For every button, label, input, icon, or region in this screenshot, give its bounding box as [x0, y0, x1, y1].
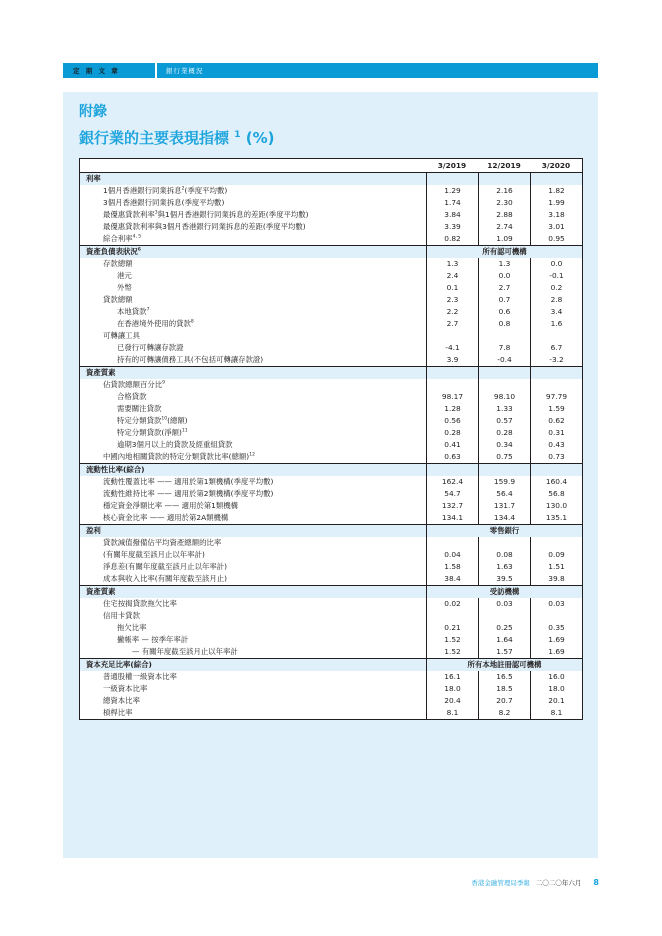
section-row [80, 658, 582, 671]
label-text: 中國內地相關貸款的特定分類貸款比率(總額) [103, 452, 250, 461]
value-cell: 0.56 [426, 415, 478, 427]
value-cell: 20.1 [530, 695, 582, 707]
label-text: 資產負債表狀況 [86, 247, 138, 256]
value-cell [426, 610, 478, 622]
label-text: 3個月香港銀行同業拆息(季度平均數) [103, 198, 225, 207]
table-row [80, 488, 582, 500]
value-cell: 39.5 [478, 573, 530, 585]
label-text: 普通股權一級資本比率 [103, 672, 177, 681]
table-header [80, 159, 582, 173]
row-label [80, 185, 426, 197]
title-footnote: 1 [234, 130, 241, 140]
group-header: 零售銀行 [426, 525, 582, 537]
table-row [80, 500, 582, 512]
value-cell [478, 610, 530, 622]
label-text: 資本充足比率(綜合) [86, 660, 152, 669]
value-cell: 7.8 [478, 342, 530, 354]
value-cell: 0.2 [530, 282, 582, 294]
section-row [80, 245, 582, 258]
label-text: 信用卡貸款 [103, 611, 140, 620]
label-text: 在香港境外使用的貸款 [117, 319, 191, 328]
value-cell: 131.7 [478, 500, 530, 512]
value-cell: 134.4 [478, 512, 530, 524]
footnote-ref: 11 [181, 428, 188, 434]
value-cell: 0.73 [530, 451, 582, 463]
value-cell: 38.4 [426, 573, 478, 585]
value-cell: 159.9 [478, 476, 530, 488]
value-cell: 1.69 [530, 646, 582, 658]
value-cell: 6.7 [530, 342, 582, 354]
footnote-ref: 9 [162, 380, 166, 386]
label-text: 佔貸款總額百分比 [103, 380, 163, 389]
section-label [80, 659, 426, 671]
value-cell: 98.10 [478, 391, 530, 403]
issue-date: 二〇二〇年六月 [535, 879, 582, 887]
table-row [80, 415, 582, 427]
table-row [80, 573, 582, 585]
value-cell: 1.59 [530, 403, 582, 415]
table-row [80, 622, 582, 634]
table-row [80, 549, 582, 561]
footnote-ref: 2 [181, 186, 185, 192]
label-text: (有關年度截至該月止以年率計) [103, 550, 205, 559]
table-row [80, 294, 582, 306]
table-row [80, 209, 582, 221]
row-label [80, 209, 426, 221]
label-text: 可轉讓工具 [103, 331, 140, 340]
value-cell: 16.1 [426, 671, 478, 683]
row-label [80, 537, 426, 549]
row-label [80, 451, 426, 463]
section-label [80, 246, 426, 258]
value-cell: 0.34 [478, 439, 530, 451]
value-cell: 54.7 [426, 488, 478, 500]
label-text: 住宅按揭貸款拖欠比率 [103, 599, 177, 608]
value-cell: -0.1 [530, 270, 582, 282]
title-unit: (%) [245, 129, 275, 147]
row-label [80, 354, 426, 366]
col-header: 12/2019 [487, 161, 521, 170]
value-cell: 18.0 [530, 683, 582, 695]
value-cell: 135.1 [530, 512, 582, 524]
row-label [80, 294, 426, 306]
value-cell [478, 367, 530, 379]
table-row [80, 610, 582, 622]
value-cell [426, 367, 478, 379]
value-cell [478, 330, 530, 342]
value-cell: 0.57 [478, 415, 530, 427]
section-row [80, 524, 582, 537]
table-row [80, 671, 582, 683]
footnote-ref: 3 [154, 210, 158, 216]
table-row [80, 451, 582, 463]
label-text: 槓桿比率 [103, 708, 133, 717]
label-text: 流動性覆蓋比率 —— 適用於第1類機構(季度平均數) [103, 477, 274, 486]
page-footer [471, 878, 599, 887]
value-cell: 0.25 [478, 622, 530, 634]
value-cell: 0.03 [478, 598, 530, 610]
row-label [80, 549, 426, 561]
label-tail: (季度平均數) [184, 186, 228, 195]
table-row [80, 427, 582, 439]
label-text: 逾期3個月以上的貸款及經重組貸款 [117, 440, 233, 449]
value-cell: 1.52 [426, 634, 478, 646]
value-cell [530, 379, 582, 391]
row-label [80, 683, 426, 695]
row-label [80, 258, 426, 270]
value-cell [530, 330, 582, 342]
value-cell: 39.8 [530, 573, 582, 585]
table-row [80, 634, 582, 646]
label-text: 拖欠比率 [117, 623, 147, 632]
row-label [80, 270, 426, 282]
footnote-ref: 10 [161, 416, 168, 422]
value-cell: 0.1 [426, 282, 478, 294]
row-label [80, 427, 426, 439]
value-cell [426, 330, 478, 342]
col-header: 3/2020 [541, 161, 571, 170]
label-text: 穩定資金淨額比率 —— 適用於第1類機構 [103, 501, 239, 510]
section-row [80, 463, 582, 476]
row-label [80, 707, 426, 719]
footnote-ref: 4, 5 [132, 234, 142, 240]
label-tail: 與1個月香港銀行同業拆息的差距(季度平均數) [157, 210, 309, 219]
table-row [80, 683, 582, 695]
label-text: 特定分類貸款 [117, 416, 162, 425]
label-text: 成本與收入比率(有關年度截至該月止) [103, 574, 228, 583]
row-label [80, 415, 426, 427]
value-cell: 1.74 [426, 197, 478, 209]
value-cell: 1.29 [426, 185, 478, 197]
value-cell: 0.0 [478, 270, 530, 282]
row-label [80, 306, 426, 318]
table-row [80, 439, 582, 451]
value-cell: 2.8 [530, 294, 582, 306]
value-cell: 160.4 [530, 476, 582, 488]
value-cell: 3.18 [530, 209, 582, 221]
table-row [80, 318, 582, 330]
value-cell: 3.01 [530, 221, 582, 233]
value-cell [426, 173, 478, 185]
value-cell: 18.5 [478, 683, 530, 695]
page-number: 8 [593, 878, 599, 887]
row-label [80, 500, 426, 512]
page-title [79, 127, 275, 148]
value-cell: 2.2 [426, 306, 478, 318]
value-cell: 2.30 [478, 197, 530, 209]
value-cell: 0.8 [478, 318, 530, 330]
value-cell: 3.84 [426, 209, 478, 221]
value-cell: 0.02 [426, 598, 478, 610]
header-bar [63, 63, 598, 78]
value-cell [530, 173, 582, 185]
value-cell: 1.99 [530, 197, 582, 209]
value-cell: 20.4 [426, 695, 478, 707]
value-cell: 0.82 [426, 233, 478, 245]
value-cell: 2.4 [426, 270, 478, 282]
value-cell: 1.63 [478, 561, 530, 573]
value-cell [530, 610, 582, 622]
label-text: 利率 [86, 174, 101, 183]
label-text: 資產質素 [86, 587, 116, 596]
row-label [80, 233, 426, 245]
value-cell [478, 173, 530, 185]
label-text: 本地貸款 [117, 307, 147, 316]
table-row [80, 476, 582, 488]
value-cell: 1.3 [478, 258, 530, 270]
value-cell: 134.1 [426, 512, 478, 524]
value-cell: 1.82 [530, 185, 582, 197]
value-cell: 0.95 [530, 233, 582, 245]
row-label [80, 318, 426, 330]
value-cell: 2.74 [478, 221, 530, 233]
label-text: — 有關年度截至該月止以年率計 [132, 647, 238, 656]
value-cell: -0.4 [478, 354, 530, 366]
group-header: 受訪機構 [426, 586, 582, 598]
row-label [80, 403, 426, 415]
footnote-ref: 7 [146, 307, 150, 313]
table-row [80, 354, 582, 366]
label-text: 存款總額 [103, 259, 133, 268]
header-blank [80, 159, 426, 172]
label-text: 合格貸款 [117, 392, 147, 401]
value-cell [426, 537, 478, 549]
value-cell: 8.1 [530, 707, 582, 719]
value-cell: 1.3 [426, 258, 478, 270]
col-header: 3/2019 [437, 161, 467, 170]
group-header: 所有認可機構 [426, 246, 582, 258]
section-label [80, 173, 426, 185]
value-cell: 3.39 [426, 221, 478, 233]
section-row [80, 366, 582, 379]
value-cell: 0.31 [530, 427, 582, 439]
row-label [80, 379, 426, 391]
value-cell [530, 367, 582, 379]
label-text: 盈利 [86, 526, 101, 535]
value-cell [530, 537, 582, 549]
row-label [80, 476, 426, 488]
title-text: 銀行業的主要表現指標 [79, 129, 230, 147]
value-cell: 132.7 [426, 500, 478, 512]
table-row [80, 197, 582, 209]
value-cell: 0.7 [478, 294, 530, 306]
label-text: 流動性比率(綜合) [86, 465, 145, 474]
value-cell: 2.3 [426, 294, 478, 306]
value-cell: 0.6 [478, 306, 530, 318]
section-row [80, 173, 582, 185]
value-cell: 1.58 [426, 561, 478, 573]
label-text: 需要關注貸款 [117, 404, 162, 413]
label-text: 貸款總額 [103, 295, 133, 304]
value-cell: 0.63 [426, 451, 478, 463]
label-text: 最優惠貸款利率 [103, 210, 155, 219]
label-text: 最優惠貸款利率與3個月香港銀行同業拆息的差距(季度平均數) [103, 222, 306, 231]
value-cell [478, 379, 530, 391]
table-row [80, 695, 582, 707]
row-label [80, 221, 426, 233]
label-text: 特定分類貸款(淨額) [117, 428, 182, 437]
table-row [80, 306, 582, 318]
value-cell: 56.4 [478, 488, 530, 500]
table-row [80, 330, 582, 342]
value-cell: 0.28 [478, 427, 530, 439]
value-cell: 2.88 [478, 209, 530, 221]
label-text: 淨息差(有關年度截至該月止以年率計) [103, 562, 228, 571]
appendix-heading: 附錄 [79, 104, 107, 120]
value-cell: 97.79 [530, 391, 582, 403]
label-text: 資產質素 [86, 368, 116, 377]
publication-name: 香港金融管理局季報 [471, 879, 530, 887]
value-cell: 0.41 [426, 439, 478, 451]
table-row [80, 258, 582, 270]
value-cell: 16.0 [530, 671, 582, 683]
value-cell: 2.7 [426, 318, 478, 330]
value-cell: 0.0 [530, 258, 582, 270]
label-text: 流動性維持比率 —— 適用於第2類機構(季度平均數) [103, 489, 274, 498]
value-cell: 0.43 [530, 439, 582, 451]
row-label [80, 622, 426, 634]
table-row [80, 342, 582, 354]
label-text: 總資本比率 [103, 696, 140, 705]
row-label [80, 634, 426, 646]
row-label [80, 391, 426, 403]
value-cell: 0.04 [426, 549, 478, 561]
label-text: 一級資本比率 [103, 684, 148, 693]
value-cell: 0.03 [530, 598, 582, 610]
table-row [80, 270, 582, 282]
value-cell: 0.28 [426, 427, 478, 439]
value-cell: 1.51 [530, 561, 582, 573]
table-row [80, 221, 582, 233]
value-cell [426, 464, 478, 476]
table-row [80, 707, 582, 719]
value-cell: 1.33 [478, 403, 530, 415]
value-cell: 130.0 [530, 500, 582, 512]
section-label [80, 525, 426, 537]
value-cell: 0.21 [426, 622, 478, 634]
label-text: 1個月香港銀行同業拆息 [103, 186, 182, 195]
table-row [80, 512, 582, 524]
value-cell [478, 464, 530, 476]
label-text: 外幣 [117, 283, 132, 292]
label-text: 持有的可轉讓債務工具(不包括可轉讓存款證) [117, 355, 264, 364]
table-row [80, 646, 582, 658]
value-cell: 18.0 [426, 683, 478, 695]
footnote-ref: 6 [137, 247, 141, 253]
value-cell: 8.1 [426, 707, 478, 719]
table-row [80, 379, 582, 391]
value-cell: 0.09 [530, 549, 582, 561]
value-cell: 1.52 [426, 646, 478, 658]
value-cell: 0.08 [478, 549, 530, 561]
label-text: 貸款減值撥備佔平均資產總額的比率 [103, 538, 222, 547]
value-cell: 0.62 [530, 415, 582, 427]
value-cell: 2.16 [478, 185, 530, 197]
value-cell: 16.5 [478, 671, 530, 683]
row-label [80, 561, 426, 573]
label-text: 港元 [117, 271, 132, 280]
footnote-ref: 8 [190, 319, 194, 325]
table-row [80, 598, 582, 610]
section-label [80, 464, 426, 476]
value-cell: 3.4 [530, 306, 582, 318]
value-cell: 162.4 [426, 476, 478, 488]
row-label [80, 610, 426, 622]
label-text: 綜合利率 [103, 234, 133, 243]
row-label [80, 512, 426, 524]
label-tail: (總額) [167, 416, 188, 425]
section-label [80, 586, 426, 598]
value-cell: 1.69 [530, 634, 582, 646]
row-label [80, 197, 426, 209]
value-cell: 0.75 [478, 451, 530, 463]
value-cell: -3.2 [530, 354, 582, 366]
row-label [80, 646, 426, 658]
value-cell: 1.6 [530, 318, 582, 330]
table-row [80, 537, 582, 549]
value-cell: 20.7 [478, 695, 530, 707]
table-row [80, 282, 582, 294]
value-cell [426, 379, 478, 391]
row-label [80, 282, 426, 294]
value-cell: 3.9 [426, 354, 478, 366]
indicators-table [79, 158, 583, 720]
value-cell: 56.8 [530, 488, 582, 500]
row-label [80, 598, 426, 610]
row-label [80, 671, 426, 683]
row-label [80, 488, 426, 500]
row-label [80, 573, 426, 585]
value-cell: 8.2 [478, 707, 530, 719]
group-header: 所有本地註冊認可機構 [426, 659, 582, 671]
row-label [80, 695, 426, 707]
table-row [80, 233, 582, 245]
value-cell: 1.28 [426, 403, 478, 415]
value-cell [478, 537, 530, 549]
table-row [80, 391, 582, 403]
value-cell: 2.7 [478, 282, 530, 294]
table-row [80, 185, 582, 197]
footnote-ref: 12 [249, 452, 255, 458]
value-cell: 1.57 [478, 646, 530, 658]
label-text: 撇帳率 — 按季年率計 [117, 635, 189, 644]
value-cell: -4.1 [426, 342, 478, 354]
section-row [80, 585, 582, 598]
section-label: 定 期 文 章 [73, 67, 120, 75]
value-cell: 1.09 [478, 233, 530, 245]
row-label [80, 330, 426, 342]
article-label: 銀行業概況 [166, 67, 204, 75]
value-cell: 98.17 [426, 391, 478, 403]
value-cell [530, 464, 582, 476]
section-label [80, 367, 426, 379]
value-cell: 0.35 [530, 622, 582, 634]
label-text: 核心資金比率 —— 適用於第2A類機構 [103, 513, 229, 522]
label-text: 已發行可轉讓存款證 [117, 343, 184, 352]
row-label [80, 439, 426, 451]
table-row [80, 403, 582, 415]
table-row [80, 561, 582, 573]
value-cell: 1.64 [478, 634, 530, 646]
row-label [80, 342, 426, 354]
